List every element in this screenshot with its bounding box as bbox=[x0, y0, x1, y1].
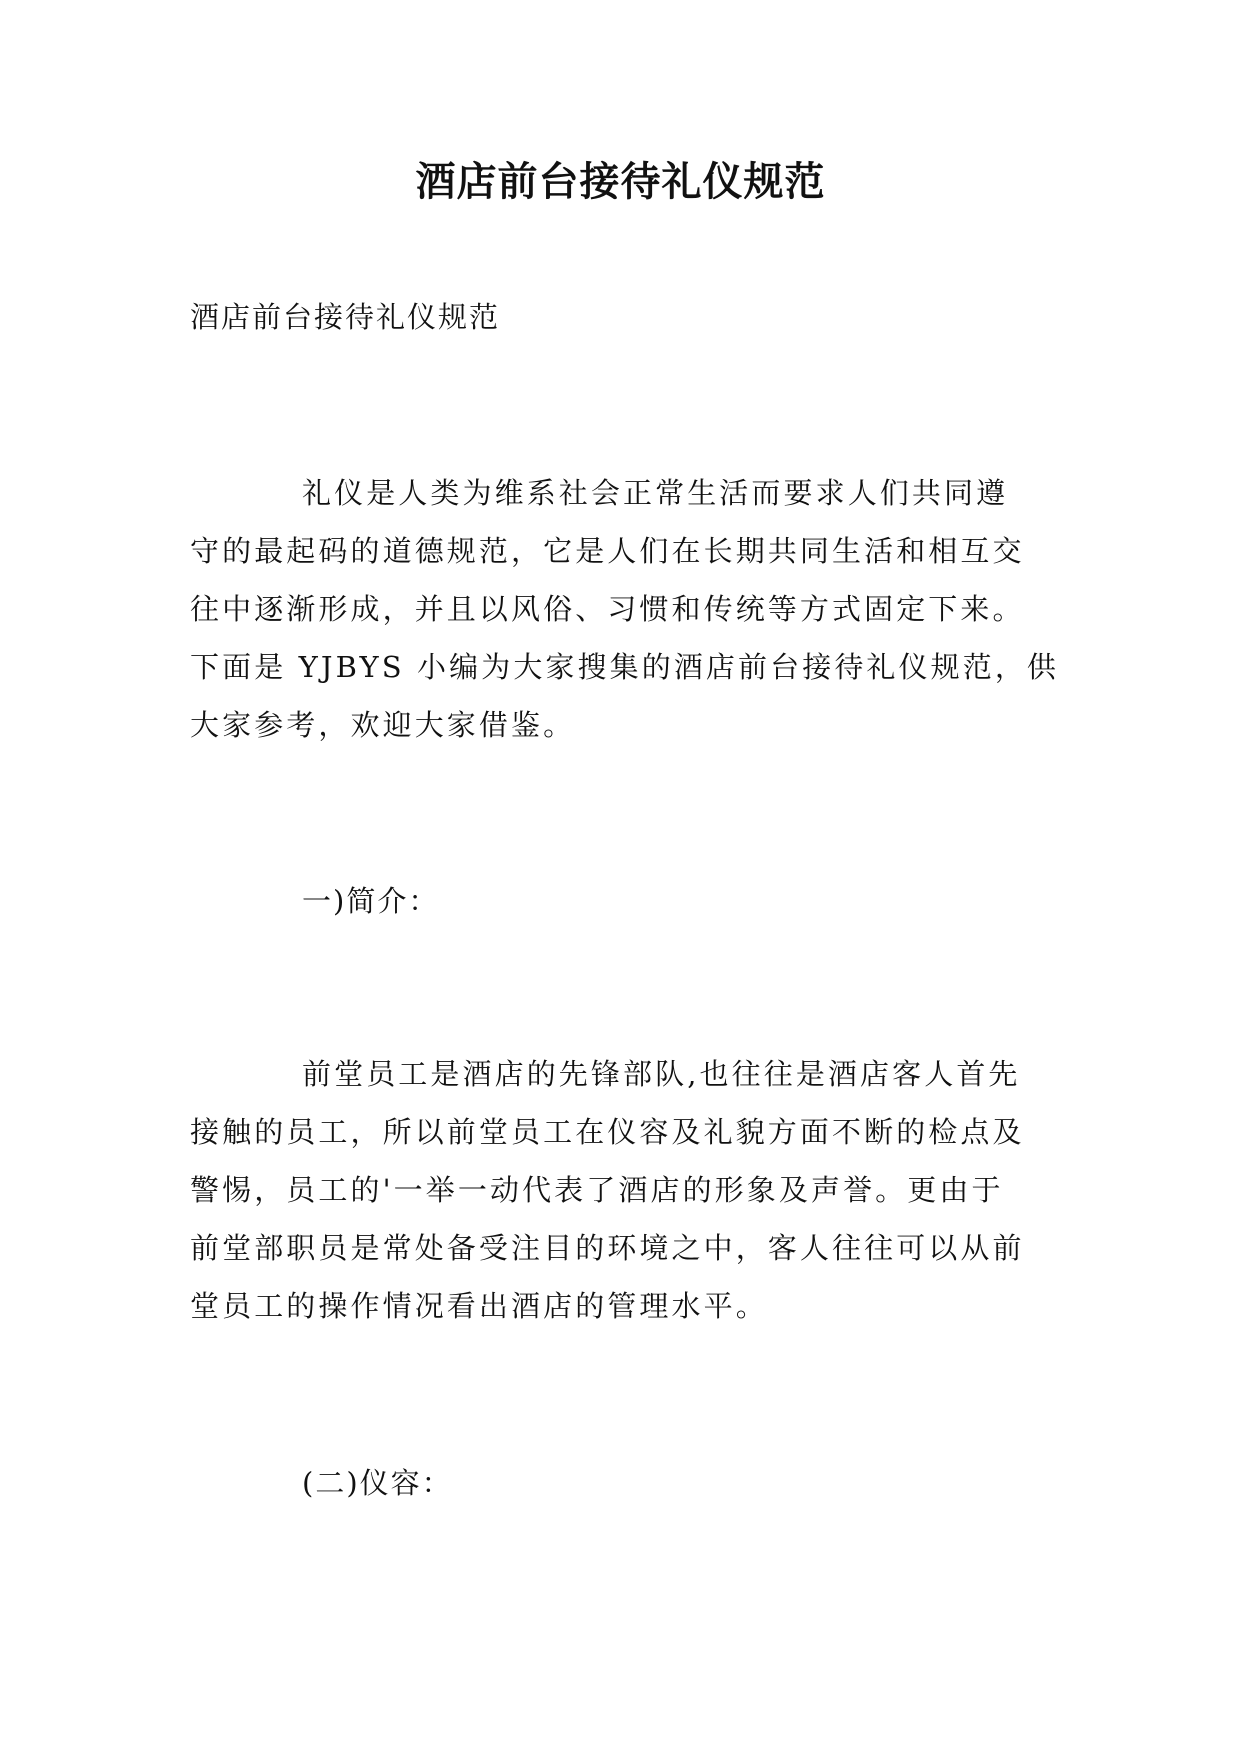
intro-paragraph-line: 往中逐渐形成，并且以风俗、习惯和传统等方式固定下来。 bbox=[190, 592, 1025, 626]
introduction-paragraph-line: 前堂部职员是常处备受注目的环境之中，客人往往可以从前 bbox=[190, 1231, 1025, 1265]
introduction-paragraph bbox=[190, 1045, 1054, 1335]
introduction-paragraph-line: 接触的员工，所以前堂员工在仪容及礼貌方面不断的检点及 bbox=[190, 1115, 1025, 1149]
introduction-paragraph-line: 堂员工的操作情况看出酒店的管理水平。 bbox=[190, 1289, 768, 1323]
introduction-paragraph-line: 警惕，员工的'一举一动代表了酒店的形象及声誉。更由于 bbox=[190, 1173, 1004, 1207]
introduction-paragraph-line: 前堂员工是酒店的先锋部队,也往往是酒店客人首先 bbox=[302, 1057, 1021, 1091]
section-heading-introduction: 一)简介： bbox=[302, 884, 440, 918]
intro-paragraph bbox=[190, 464, 1060, 754]
intro-paragraph-line: 大家参考，欢迎大家借鉴。 bbox=[190, 708, 576, 742]
intro-paragraph-line: 礼仪是人类为维系社会正常生活而要求人们共同遵 bbox=[302, 476, 1009, 510]
intro-paragraph-line: 守的最起码的道德规范，它是人们在长期共同生活和相互交 bbox=[190, 534, 1025, 568]
intro-paragraph-line: 下面是 YJBYS 小编为大家搜集的酒店前台接待礼仪规范，供 bbox=[190, 650, 1060, 684]
document-subtitle: 酒店前台接待礼仪规范 bbox=[190, 300, 501, 334]
document-title: 酒店前台接待礼仪规范 bbox=[415, 159, 826, 205]
section-heading-appearance: (二)仪容： bbox=[302, 1466, 453, 1500]
